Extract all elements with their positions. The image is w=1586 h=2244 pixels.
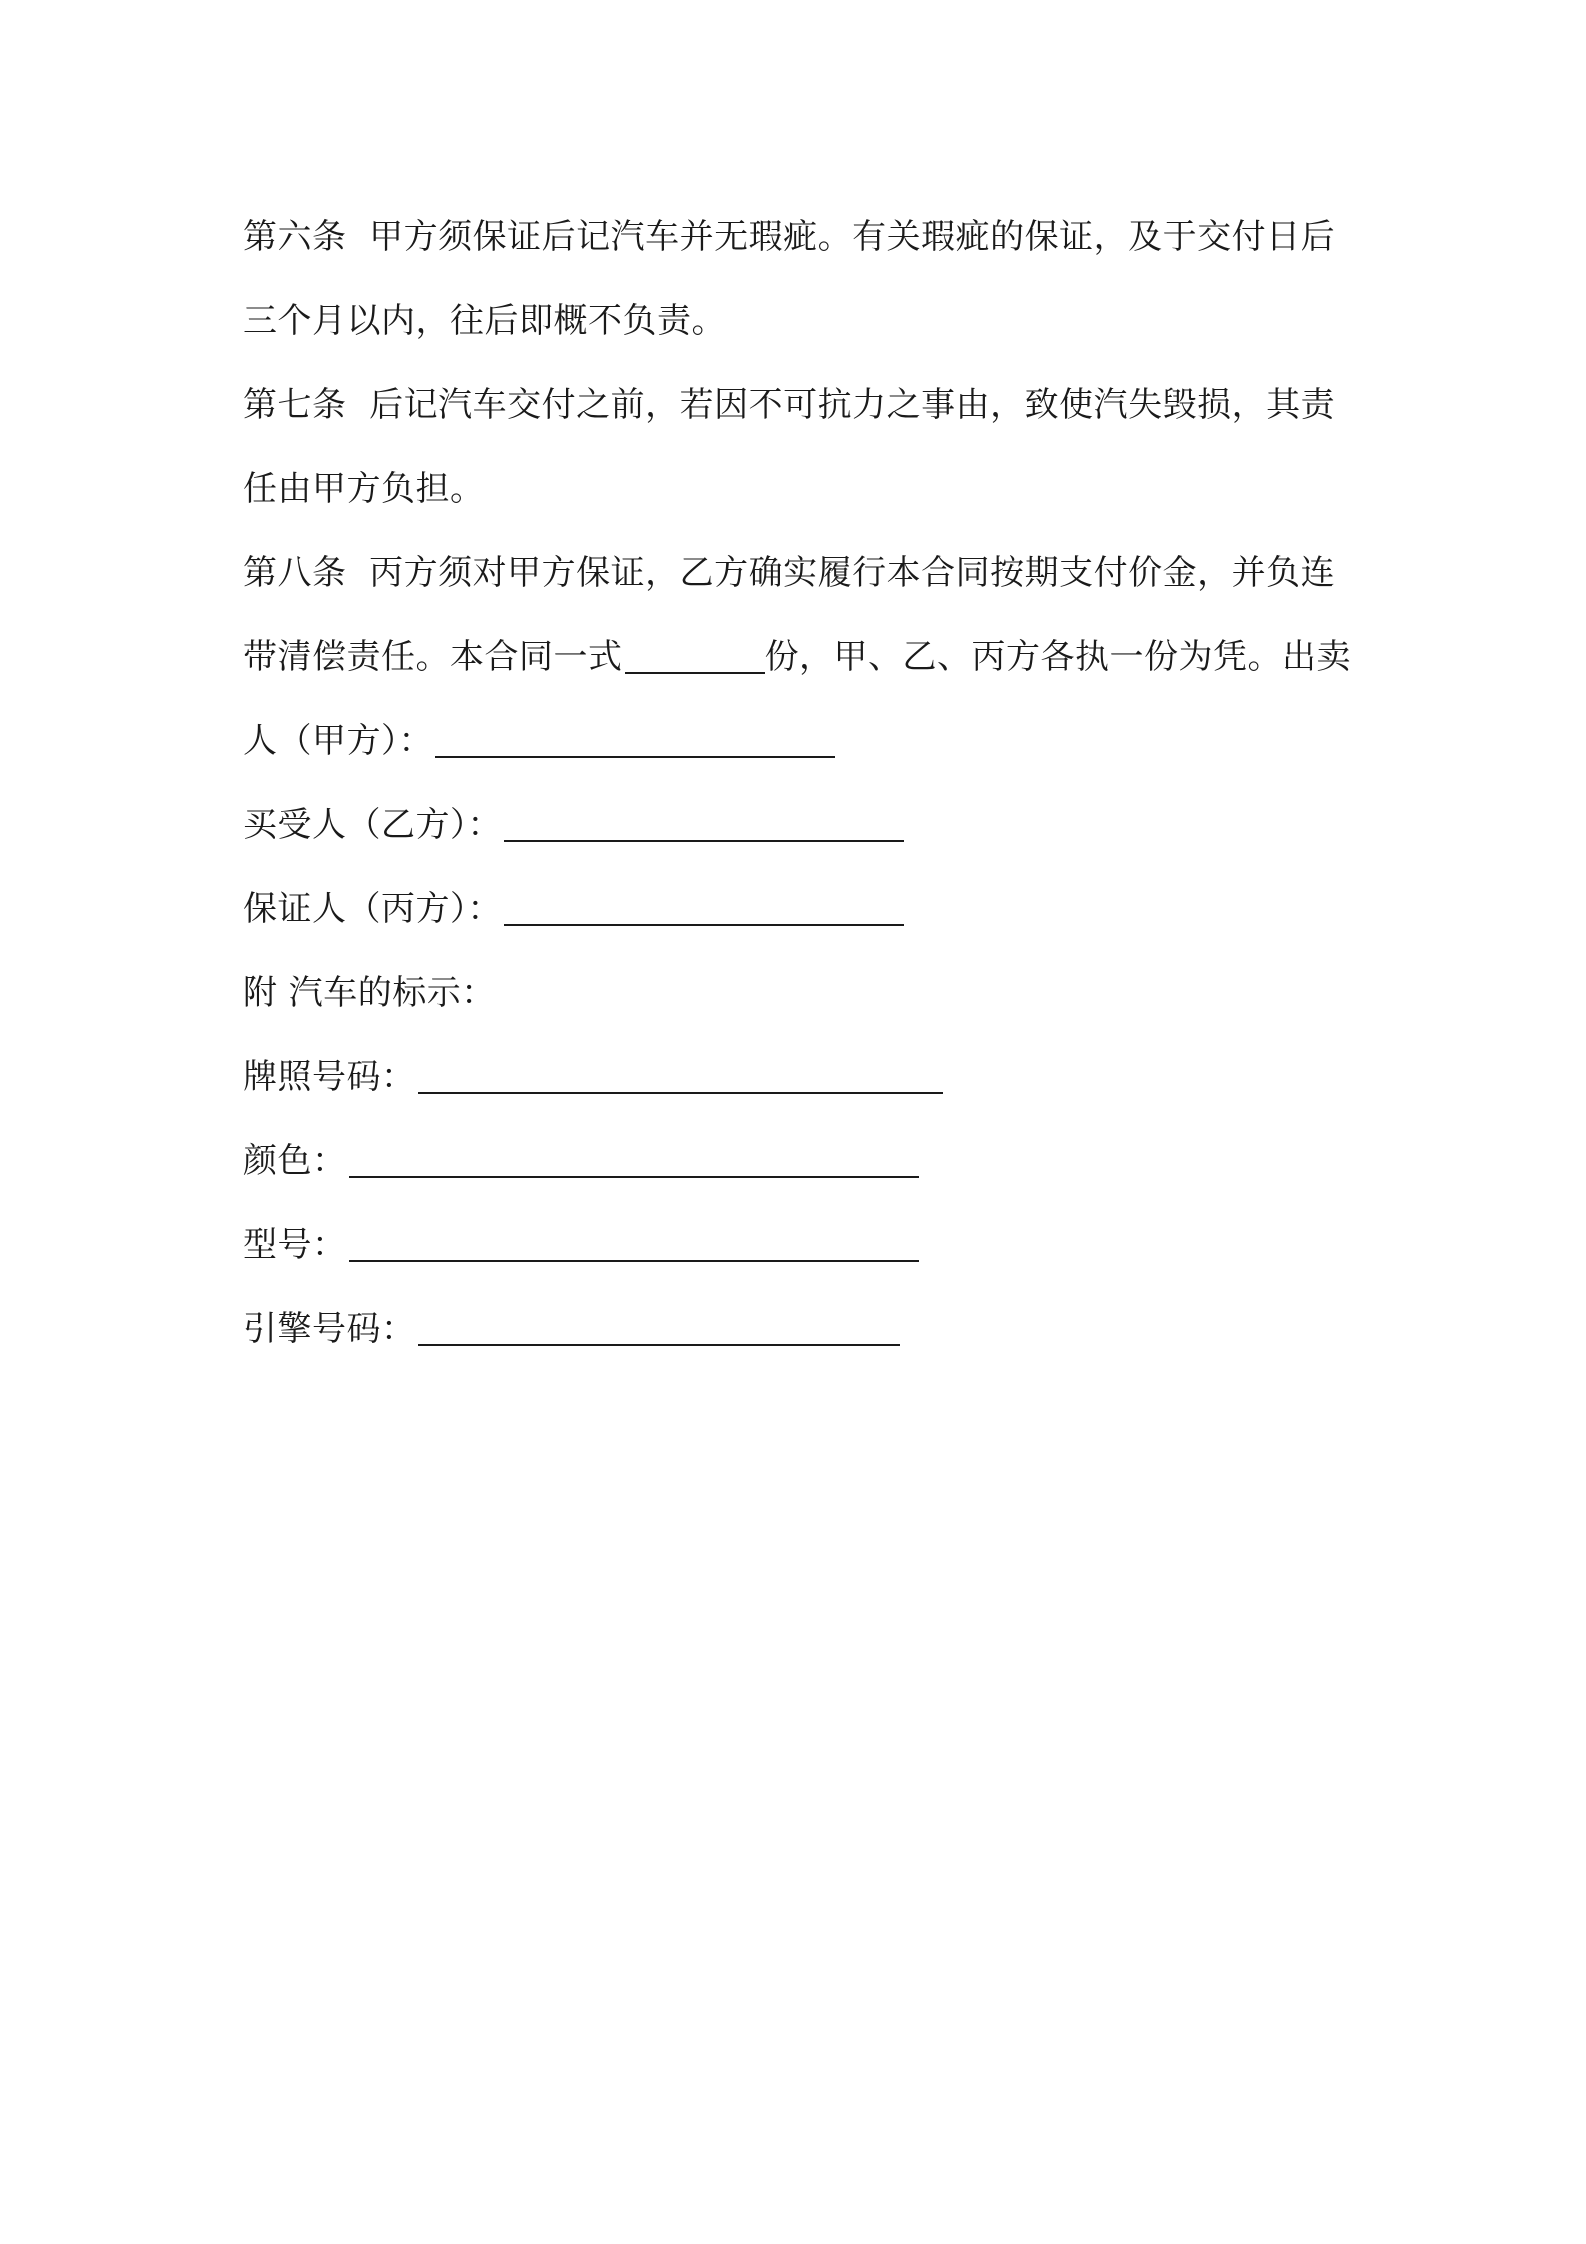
article-8-text-before: 丙方须对甲方保证，乙方确实履行本合同按期支付价金，并负连带清偿责任。本合同一式 [243, 553, 1336, 677]
color-blank-field[interactable] [349, 1146, 919, 1178]
engine-line [243, 1287, 1358, 1371]
article-6-text: 甲方须保证后记汽车并无瑕疵。有关瑕疵的保证，及于交付日后三个月以内，往后即概不负责。 [243, 217, 1336, 341]
copies-blank-field[interactable] [625, 642, 765, 674]
engine-label: 引擎号码： [243, 1309, 416, 1349]
appendix-title: 附 汽车的标示： [243, 973, 496, 1013]
article-8 [243, 531, 1358, 783]
guarantor-line [243, 867, 1358, 951]
contract-body [243, 195, 1358, 1371]
guarantor-blank-field[interactable] [504, 894, 904, 926]
seller-blank-field[interactable] [435, 726, 835, 758]
model-line [243, 1203, 1358, 1287]
buyer-label: 买受人（乙方）： [243, 805, 502, 845]
article-6-label: 第六条 [243, 217, 347, 257]
article-8-text-after: 份，甲、乙、丙方各执一份为凭。 [764, 637, 1282, 677]
plate-line [243, 1035, 1358, 1119]
buyer-line [243, 783, 1358, 867]
model-blank-field[interactable] [349, 1230, 919, 1262]
model-label: 型号： [243, 1225, 347, 1265]
article-7-text: 后记汽车交付之前，若因不可抗力之事由，致使汽失毁损，其责任由甲方负担。 [243, 385, 1336, 509]
plate-label: 牌照号码： [243, 1057, 416, 1097]
guarantor-label: 保证人（丙方）： [243, 889, 502, 929]
article-7 [243, 363, 1358, 531]
engine-blank-field[interactable] [418, 1314, 900, 1346]
color-label: 颜色： [243, 1141, 347, 1181]
plate-blank-field[interactable] [418, 1062, 943, 1094]
seller-label: 出卖人（甲方）： [243, 637, 1351, 761]
article-6 [243, 195, 1358, 363]
color-line [243, 1119, 1358, 1203]
article-7-label: 第七条 [243, 385, 347, 425]
article-8-label: 第八条 [243, 553, 347, 593]
buyer-blank-field[interactable] [504, 810, 904, 842]
